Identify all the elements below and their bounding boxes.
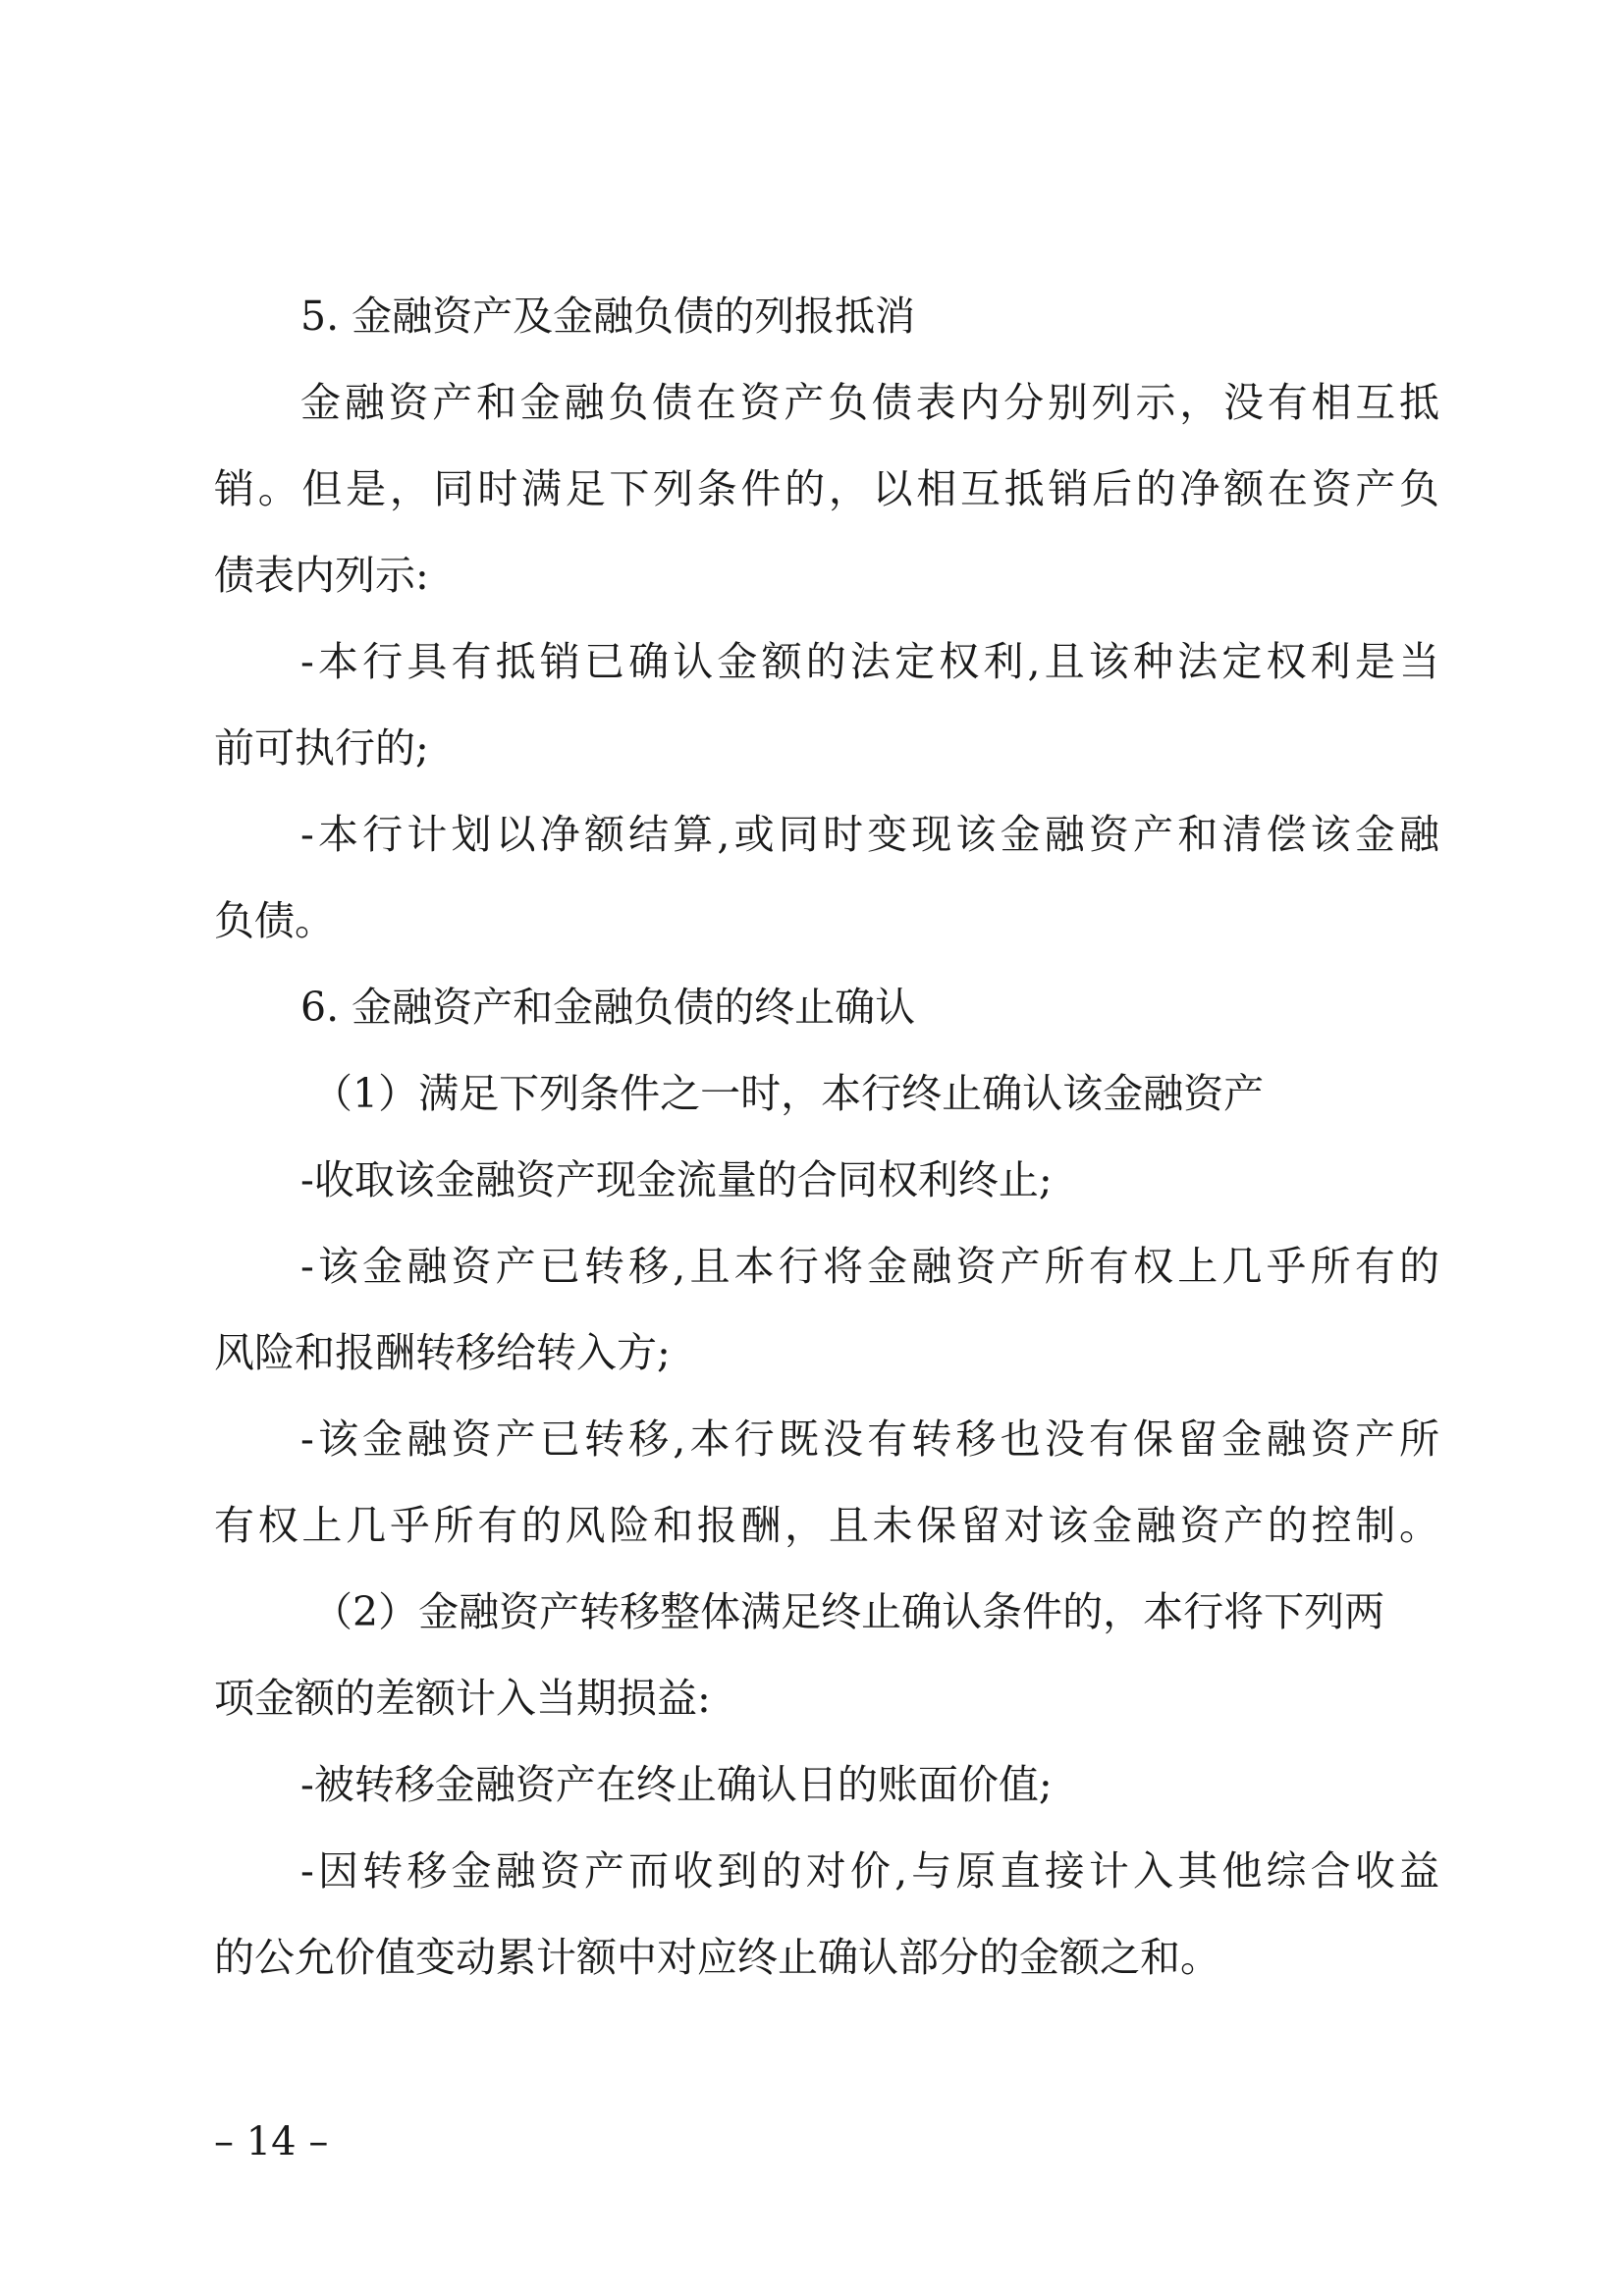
list-item-line: -该金融资产已转移,且本行将金融资产所有权上几乎所有的 xyxy=(300,1243,1439,1290)
list-item-line: 有权上几乎所有的风险和报酬，且未保留对该金融资产的控制。 xyxy=(214,1502,1439,1549)
list-item-line: 前可执行的; xyxy=(214,724,429,772)
list-item-line: -因转移金融资产而收到的对价,与原直接计入其他综合收益 xyxy=(300,1847,1439,1895)
subsection-heading: （2）金融资产转移整体满足终止确认条件的，本行将下列两 xyxy=(312,1588,1385,1635)
list-item-line: 负债。 xyxy=(214,897,335,944)
section-heading: 6. 金融资产和金融负债的终止确认 xyxy=(300,984,916,1031)
list-item-line: -收取该金融资产现金流量的合同权利终止; xyxy=(300,1156,1053,1203)
list-item-line: 的公允价值变动累计额中对应终止确认部分的金额之和。 xyxy=(214,1934,1220,1981)
paragraph-line: 销。但是，同时满足下列条件的，以相互抵销后的净额在资产负 xyxy=(214,465,1439,512)
list-item-line: -被转移金融资产在终止确认日的账面价值; xyxy=(300,1761,1053,1808)
section-heading: 5. 金融资产及金融负债的列报抵消 xyxy=(300,293,916,340)
list-item-line: 风险和报酬转移给转入方; xyxy=(214,1329,671,1376)
paragraph-line: 项金额的差额计入当期损益: xyxy=(214,1675,711,1722)
paragraph-line: 金融资产和金融负债在资产负债表内分别列示，没有相互抵 xyxy=(300,379,1439,426)
subsection-heading: （1）满足下列条件之一时，本行终止确认该金融资产 xyxy=(312,1070,1265,1117)
list-item-line: -本行计划以净额结算,或同时变现该金融资产和清偿该金融 xyxy=(300,811,1439,858)
list-item-line: -本行具有抵销已确认金额的法定权利,且该种法定权利是当 xyxy=(300,638,1439,685)
page-number: – 14 – xyxy=(214,2119,329,2164)
paragraph-line: 债表内列示: xyxy=(214,552,429,599)
list-item-line: -该金融资产已转移,本行既没有转移也没有保留金融资产所 xyxy=(300,1415,1439,1463)
